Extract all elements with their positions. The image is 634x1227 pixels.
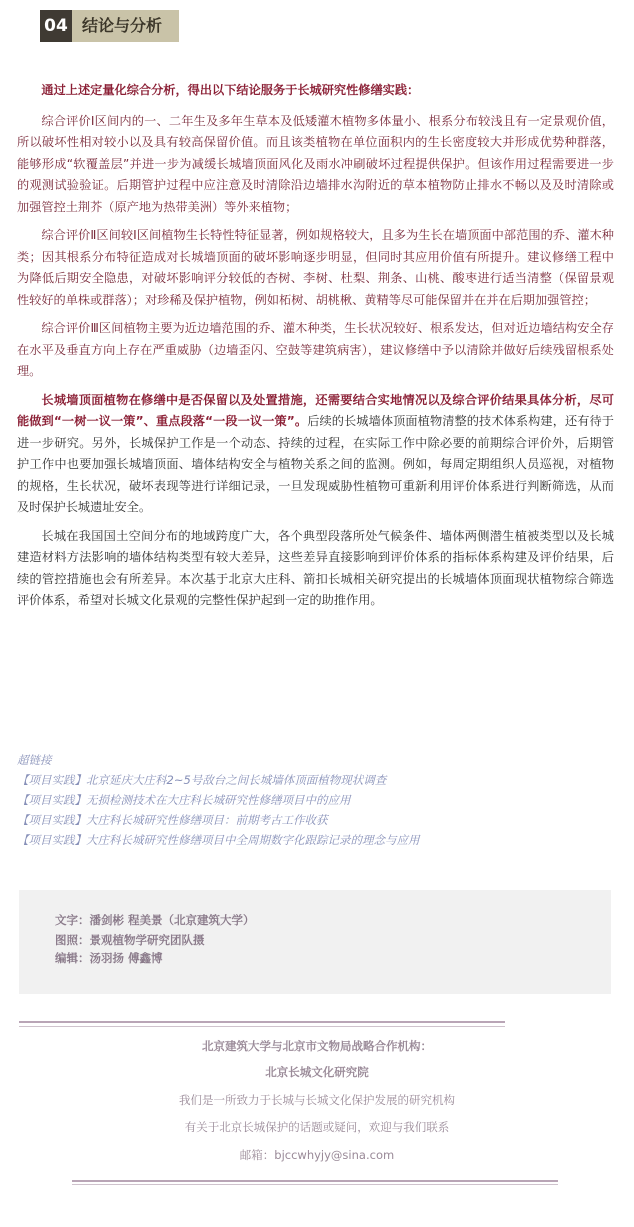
paragraph-zone-2: 综合评价Ⅱ区间较Ⅰ区间植物生长特性特征显著，例如规格较大，且多为生长在墙顶面中部范围的乔、灌木种类；因其根系分布特征造成对长城墙顶面的破坏影响逐步明显，但同时其应用价值有所提升。建议修缮工程中为降低后期安全隐患，对破坏影响评分较低的杏树、李树、杜梨、荆条、山桃、酸枣进行适当清整（保留景观性较好的单株或群落）；对珍稀及保护植物，例如柘树、胡桃楸、黄精等尽可能保留并在并在后期加强管控；: [17, 228, 614, 307]
divider: [19, 1026, 505, 1027]
paragraph-zone-1: 综合评价Ⅰ区间内的一、二年生及多年生草本及低矮灌木植物多体量小、根系分布较浅且有一定景观价值，所以破坏性相对较小以及具有较高保留价值。而且该类植物在单位面积内的生长密度较大并形成优势种群落，能够形成“软覆盖层”并进一步为减缓长城墙顶面风化及雨水冲刷破坏过程提供保护。但该作用过程需要进一步的观测试验验证。后期管护过程中应注意及时清除沿边墙排水沟附近的草本植物防止排水不畅以及及时清除或加强管控土荆芥（原产地为热带美洲）等外来植物；: [17, 113, 614, 214]
footer-org-name: 北京长城文化研究院: [265, 1065, 369, 1079]
credit-text: 文字：潘剑彬 程美景（北京建筑大学）: [55, 913, 255, 927]
related-link[interactable]: 【项目实践】大庄科长城研究性修缮项目：前期考古工作收获: [17, 813, 328, 827]
divider: [72, 1184, 558, 1185]
section-number: 04: [40, 10, 72, 42]
hyperlinks-label: 超链接: [17, 753, 52, 767]
section-header: [40, 10, 179, 42]
footer-email[interactable]: 邮箱：bjccwhyjy@sina.com: [239, 1148, 395, 1162]
divider: [19, 1021, 505, 1023]
credits-box: [19, 890, 611, 994]
related-link[interactable]: 【项目实践】无损检测技术在大庄科长城研究性修缮项目中的应用: [17, 793, 351, 807]
article-body: [17, 80, 614, 619]
lead-paragraph: 通过上述定量化综合分析，得出以下结论服务于长城研究性修缮实践：: [41, 83, 420, 97]
paragraph-closing: 长城在我国国土空间分布的地域跨度广大，各个典型段落所处气候条件、墙体两侧潜生植被类型以及长城建造材料方法影响的墙体结构类型有较大差异，这些差异直接影响到评价体系的指标体系构建及评价结果，后续的管控措施也会有所差异。本次基于北京大庄科、箭扣长城相关研究提出的长城墙体顶面现状植物综合筛选评价体系，希望对长城文化景观的完整性保护起到一定的助推作用。: [17, 528, 614, 607]
credit-editors: 编辑：汤羽扬 傅鑫博: [55, 951, 163, 965]
section-title: 结论与分析: [72, 10, 179, 42]
credit-images: 图照：景观植物学研究团队摄: [55, 933, 205, 947]
footer-org-line: 北京建筑大学与北京市文物局战略合作机构：: [202, 1039, 432, 1053]
footer-intro: 我们是一所致力于长城与长城文化保护发展的研究机构: [179, 1093, 455, 1107]
related-link[interactable]: 【项目实践】北京延庆大庄科2~5号敌台之间长城墙体顶面植物现状调查: [17, 773, 387, 787]
hyperlinks-section: [17, 750, 617, 850]
paragraph-measures-rest: 后续的长城墙体顶面植物清整的技术体系构建，还有待于进一步研究。另外，长城保护工作是一个动态、持续的过程，在实际工作中除必要的前期综合评价外，后期管护工作中也要加强长城墙顶面、墙体结构安全与植物关系之间的监测。例如，每周定期组织人员巡视，对植物的规格，生长状况，破坏表现等进行详细记录，一旦发现威胁性植物可重新利用评价体系进行判断筛选，从而及时保护长城遗址安全。: [17, 414, 614, 514]
footer-contact-note: 有关于北京长城保护的话题或疑问，欢迎与我们联系: [184, 1120, 450, 1134]
related-link[interactable]: 【项目实践】大庄科长城研究性修缮项目中全周期数字化跟踪记录的理念与应用: [17, 833, 420, 847]
footer: [80, 1036, 554, 1165]
divider: [72, 1180, 558, 1182]
paragraph-zone-3: 综合评价Ⅲ区间植物主要为近边墙范围的乔、灌木种类，生长状况较好、根系发达，但对近边墙结构安全存在水平及垂直方向上存在严重威胁（边墙歪闪、空鼓等建筑病害），建议修缮中予以清除并做好后续残留根系处理。: [17, 321, 614, 378]
paragraph-measures-emphasis: 长城墙顶面植物在修缮中是否保留以及处置措施，还需要结合实地情况以及综合评价结果具体分析，尽可能做到“一树一议一策”、重点段落“一段一议一策”。: [17, 392, 614, 428]
paragraph-measures: [17, 390, 614, 519]
